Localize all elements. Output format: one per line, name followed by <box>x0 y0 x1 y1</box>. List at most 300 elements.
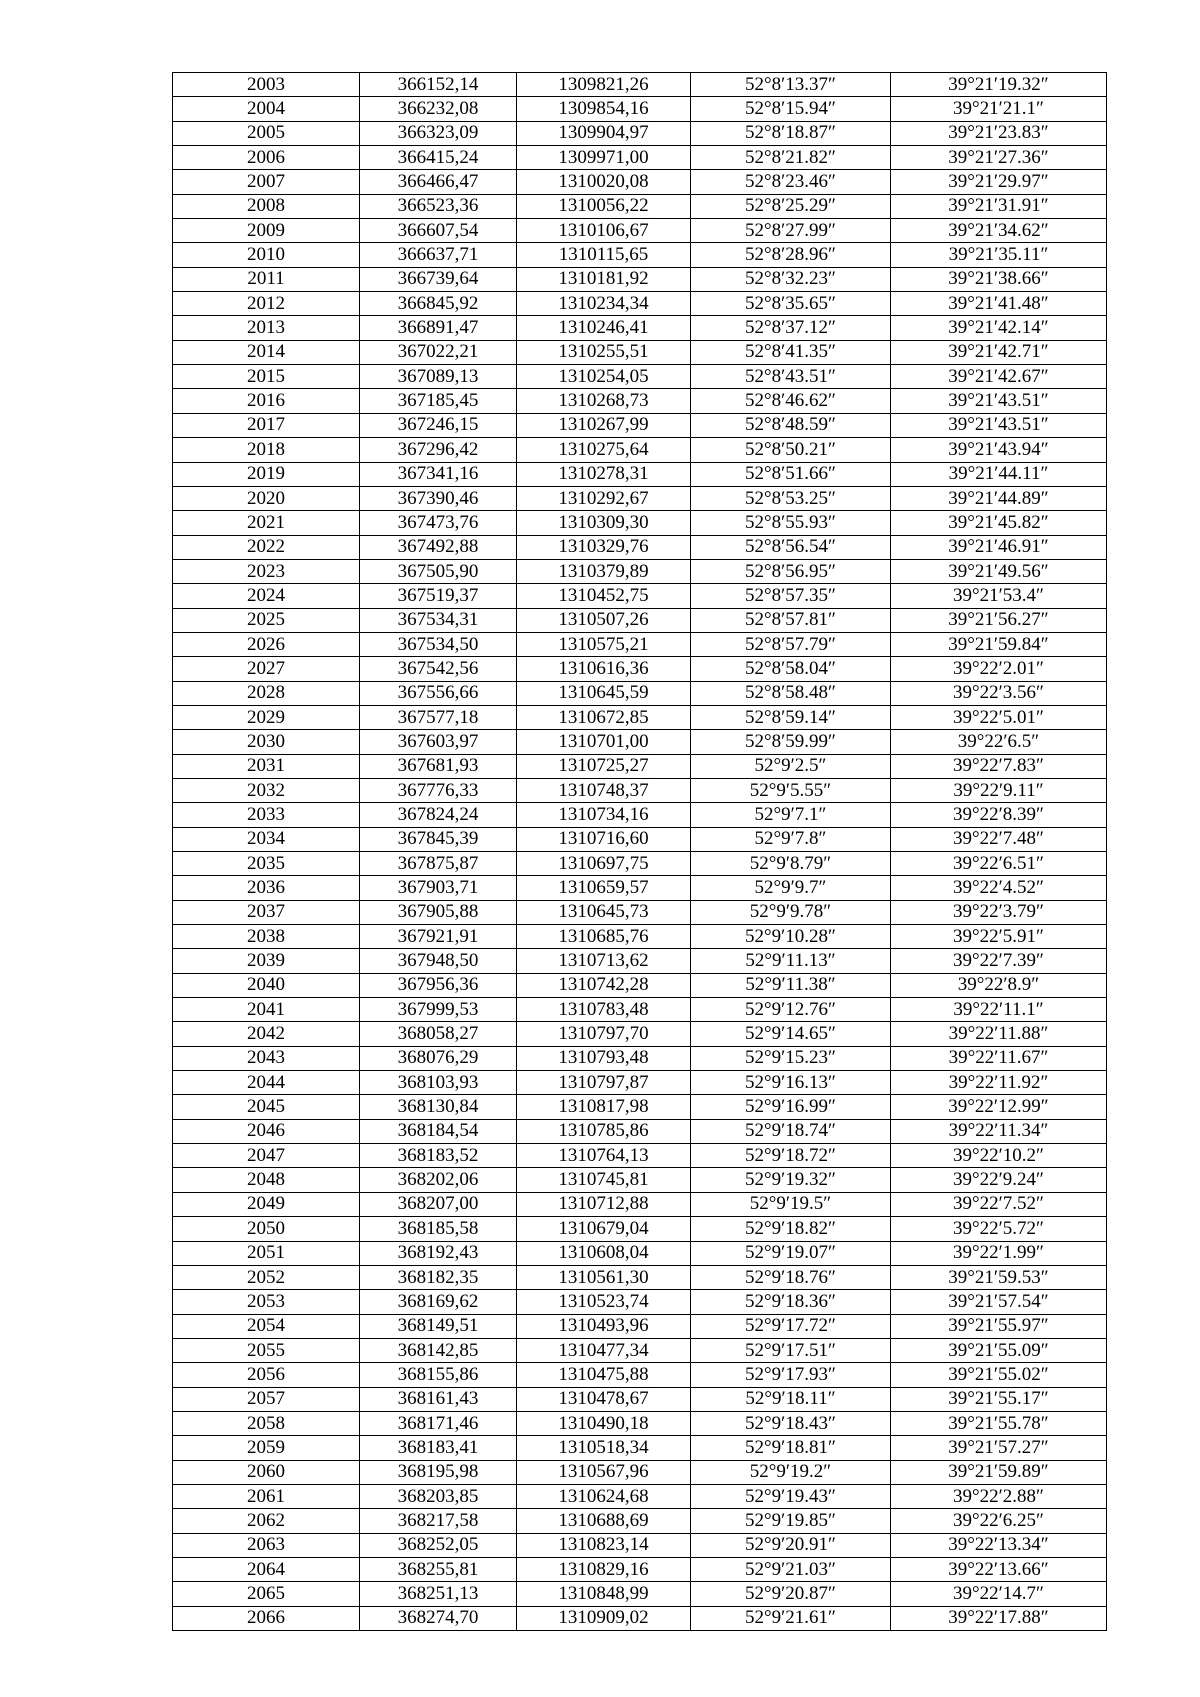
latitude-cell: 52°8′59.99″ <box>691 730 891 754</box>
table-row <box>173 1119 1107 1143</box>
x-coordinate-cell: 366152,14 <box>360 73 517 97</box>
longitude-cell: 39°21′42.67″ <box>891 365 1107 389</box>
x-coordinate-cell: 366232,08 <box>360 97 517 121</box>
point-number-cell: 2027 <box>173 657 360 681</box>
latitude-cell: 52°8′28.96″ <box>691 243 891 267</box>
longitude-cell: 39°22′9.24″ <box>891 1168 1107 1192</box>
point-number-cell: 2058 <box>173 1411 360 1435</box>
table-row <box>173 1168 1107 1192</box>
point-number-cell: 2052 <box>173 1265 360 1289</box>
point-number-cell: 2066 <box>173 1606 360 1630</box>
y-coordinate-cell: 1310292,67 <box>517 486 691 510</box>
point-number-cell: 2007 <box>173 170 360 194</box>
point-number-cell: 2037 <box>173 900 360 924</box>
longitude-cell: 39°21′45.82″ <box>891 511 1107 535</box>
x-coordinate-cell: 367956,36 <box>360 973 517 997</box>
x-coordinate-cell: 368161,43 <box>360 1387 517 1411</box>
table-row <box>173 1509 1107 1533</box>
x-coordinate-cell: 367999,53 <box>360 998 517 1022</box>
longitude-cell: 39°22′13.34″ <box>891 1533 1107 1557</box>
longitude-cell: 39°21′57.27″ <box>891 1436 1107 1460</box>
point-number-cell: 2013 <box>173 316 360 340</box>
coordinates-table <box>172 72 1107 1631</box>
longitude-cell: 39°22′13.66″ <box>891 1557 1107 1581</box>
x-coordinate-cell: 366845,92 <box>360 292 517 316</box>
y-coordinate-cell: 1310713,62 <box>517 949 691 973</box>
point-number-cell: 2063 <box>173 1533 360 1557</box>
x-coordinate-cell: 368217,58 <box>360 1509 517 1533</box>
latitude-cell: 52°9′19.85″ <box>691 1509 891 1533</box>
x-coordinate-cell: 368169,62 <box>360 1290 517 1314</box>
longitude-cell: 39°21′23.83″ <box>891 121 1107 145</box>
x-coordinate-cell: 367492,88 <box>360 535 517 559</box>
table-row <box>173 1265 1107 1289</box>
x-coordinate-cell: 367681,93 <box>360 754 517 778</box>
point-number-cell: 2036 <box>173 876 360 900</box>
longitude-cell: 39°21′43.51″ <box>891 389 1107 413</box>
y-coordinate-cell: 1310745,81 <box>517 1168 691 1192</box>
longitude-cell: 39°21′42.71″ <box>891 340 1107 364</box>
x-coordinate-cell: 368155,86 <box>360 1363 517 1387</box>
latitude-cell: 52°9′7.1″ <box>691 803 891 827</box>
latitude-cell: 52°9′21.61″ <box>691 1606 891 1630</box>
table-row <box>173 949 1107 973</box>
x-coordinate-cell: 367921,91 <box>360 925 517 949</box>
latitude-cell: 52°9′19.2″ <box>691 1460 891 1484</box>
point-number-cell: 2061 <box>173 1484 360 1508</box>
point-number-cell: 2016 <box>173 389 360 413</box>
x-coordinate-cell: 368103,93 <box>360 1071 517 1095</box>
y-coordinate-cell: 1310823,14 <box>517 1533 691 1557</box>
table-row <box>173 900 1107 924</box>
table-row <box>173 827 1107 851</box>
x-coordinate-cell: 367556,66 <box>360 681 517 705</box>
point-number-cell: 2008 <box>173 194 360 218</box>
x-coordinate-cell: 368184,54 <box>360 1119 517 1143</box>
y-coordinate-cell: 1310725,27 <box>517 754 691 778</box>
y-coordinate-cell: 1310452,75 <box>517 584 691 608</box>
x-coordinate-cell: 367905,88 <box>360 900 517 924</box>
longitude-cell: 39°21′38.66″ <box>891 267 1107 291</box>
y-coordinate-cell: 1309854,16 <box>517 97 691 121</box>
point-number-cell: 2020 <box>173 486 360 510</box>
y-coordinate-cell: 1310659,57 <box>517 876 691 900</box>
longitude-cell: 39°21′43.51″ <box>891 413 1107 437</box>
longitude-cell: 39°22′11.88″ <box>891 1022 1107 1046</box>
longitude-cell: 39°22′10.2″ <box>891 1144 1107 1168</box>
latitude-cell: 52°9′18.43″ <box>691 1411 891 1435</box>
table-row <box>173 73 1107 97</box>
longitude-cell: 39°22′5.72″ <box>891 1217 1107 1241</box>
x-coordinate-cell: 367534,50 <box>360 632 517 656</box>
table-row <box>173 1071 1107 1095</box>
latitude-cell: 52°8′48.59″ <box>691 413 891 437</box>
longitude-cell: 39°22′8.39″ <box>891 803 1107 827</box>
x-coordinate-cell: 368192,43 <box>360 1241 517 1265</box>
x-coordinate-cell: 367185,45 <box>360 389 517 413</box>
table-row <box>173 1046 1107 1070</box>
y-coordinate-cell: 1310575,21 <box>517 632 691 656</box>
point-number-cell: 2026 <box>173 632 360 656</box>
point-number-cell: 2053 <box>173 1290 360 1314</box>
y-coordinate-cell: 1310275,64 <box>517 438 691 462</box>
longitude-cell: 39°21′59.53″ <box>891 1265 1107 1289</box>
longitude-cell: 39°22′12.99″ <box>891 1095 1107 1119</box>
x-coordinate-cell: 367473,76 <box>360 511 517 535</box>
x-coordinate-cell: 366607,54 <box>360 219 517 243</box>
table-row <box>173 486 1107 510</box>
longitude-cell: 39°21′46.91″ <box>891 535 1107 559</box>
longitude-cell: 39°21′53.4″ <box>891 584 1107 608</box>
table-row <box>173 511 1107 535</box>
latitude-cell: 52°9′11.38″ <box>691 973 891 997</box>
latitude-cell: 52°9′15.23″ <box>691 1046 891 1070</box>
table-row <box>173 219 1107 243</box>
table-row <box>173 559 1107 583</box>
y-coordinate-cell: 1310115,65 <box>517 243 691 267</box>
x-coordinate-cell: 367542,56 <box>360 657 517 681</box>
table-row <box>173 608 1107 632</box>
point-number-cell: 2033 <box>173 803 360 827</box>
table-row <box>173 243 1107 267</box>
point-number-cell: 2064 <box>173 1557 360 1581</box>
table-row <box>173 778 1107 802</box>
x-coordinate-cell: 366637,71 <box>360 243 517 267</box>
longitude-cell: 39°21′59.84″ <box>891 632 1107 656</box>
x-coordinate-cell: 367089,13 <box>360 365 517 389</box>
latitude-cell: 52°8′35.65″ <box>691 292 891 316</box>
table-row <box>173 754 1107 778</box>
longitude-cell: 39°21′44.11″ <box>891 462 1107 486</box>
table-row <box>173 876 1107 900</box>
latitude-cell: 52°9′17.51″ <box>691 1338 891 1362</box>
latitude-cell: 52°8′56.95″ <box>691 559 891 583</box>
point-number-cell: 2062 <box>173 1509 360 1533</box>
longitude-cell: 39°22′5.01″ <box>891 705 1107 729</box>
table-row <box>173 730 1107 754</box>
longitude-cell: 39°21′21.1″ <box>891 97 1107 121</box>
table-row <box>173 340 1107 364</box>
y-coordinate-cell: 1310567,96 <box>517 1460 691 1484</box>
point-number-cell: 2012 <box>173 292 360 316</box>
longitude-cell: 39°22′5.91″ <box>891 925 1107 949</box>
latitude-cell: 52°9′14.65″ <box>691 1022 891 1046</box>
longitude-cell: 39°21′55.78″ <box>891 1411 1107 1435</box>
x-coordinate-cell: 366323,09 <box>360 121 517 145</box>
latitude-cell: 52°9′9.78″ <box>691 900 891 924</box>
y-coordinate-cell: 1310477,34 <box>517 1338 691 1362</box>
x-coordinate-cell: 366466,47 <box>360 170 517 194</box>
longitude-cell: 39°22′14.7″ <box>891 1582 1107 1606</box>
y-coordinate-cell: 1310475,88 <box>517 1363 691 1387</box>
longitude-cell: 39°21′43.94″ <box>891 438 1107 462</box>
longitude-cell: 39°22′11.92″ <box>891 1071 1107 1095</box>
latitude-cell: 52°9′19.43″ <box>691 1484 891 1508</box>
y-coordinate-cell: 1310797,87 <box>517 1071 691 1095</box>
x-coordinate-cell: 368207,00 <box>360 1192 517 1216</box>
latitude-cell: 52°9′12.76″ <box>691 998 891 1022</box>
y-coordinate-cell: 1310764,13 <box>517 1144 691 1168</box>
table-row <box>173 389 1107 413</box>
table-row <box>173 681 1107 705</box>
table-row <box>173 1022 1107 1046</box>
table-row <box>173 584 1107 608</box>
table-row <box>173 1387 1107 1411</box>
y-coordinate-cell: 1310616,36 <box>517 657 691 681</box>
x-coordinate-cell: 368183,41 <box>360 1436 517 1460</box>
point-number-cell: 2059 <box>173 1436 360 1460</box>
x-coordinate-cell: 367505,90 <box>360 559 517 583</box>
latitude-cell: 52°8′15.94″ <box>691 97 891 121</box>
table-row <box>173 438 1107 462</box>
latitude-cell: 52°9′18.74″ <box>691 1119 891 1143</box>
x-coordinate-cell: 366415,24 <box>360 146 517 170</box>
x-coordinate-cell: 366523,36 <box>360 194 517 218</box>
x-coordinate-cell: 367903,71 <box>360 876 517 900</box>
latitude-cell: 52°8′37.12″ <box>691 316 891 340</box>
table-row <box>173 1192 1107 1216</box>
point-number-cell: 2022 <box>173 535 360 559</box>
point-number-cell: 2032 <box>173 778 360 802</box>
longitude-cell: 39°22′4.52″ <box>891 876 1107 900</box>
point-number-cell: 2049 <box>173 1192 360 1216</box>
longitude-cell: 39°22′2.88″ <box>891 1484 1107 1508</box>
longitude-cell: 39°22′9.11″ <box>891 778 1107 802</box>
x-coordinate-cell: 368255,81 <box>360 1557 517 1581</box>
point-number-cell: 2054 <box>173 1314 360 1338</box>
y-coordinate-cell: 1310278,31 <box>517 462 691 486</box>
y-coordinate-cell: 1310645,59 <box>517 681 691 705</box>
longitude-cell: 39°21′19.32″ <box>891 73 1107 97</box>
y-coordinate-cell: 1310608,04 <box>517 1241 691 1265</box>
table-row <box>173 852 1107 876</box>
y-coordinate-cell: 1310688,69 <box>517 1509 691 1533</box>
x-coordinate-cell: 367875,87 <box>360 852 517 876</box>
latitude-cell: 52°9′20.87″ <box>691 1582 891 1606</box>
longitude-cell: 39°22′3.79″ <box>891 900 1107 924</box>
y-coordinate-cell: 1309821,26 <box>517 73 691 97</box>
point-number-cell: 2060 <box>173 1460 360 1484</box>
x-coordinate-cell: 368142,85 <box>360 1338 517 1362</box>
point-number-cell: 2015 <box>173 365 360 389</box>
longitude-cell: 39°21′41.48″ <box>891 292 1107 316</box>
point-number-cell: 2019 <box>173 462 360 486</box>
latitude-cell: 52°9′18.72″ <box>691 1144 891 1168</box>
latitude-cell: 52°9′18.76″ <box>691 1265 891 1289</box>
point-number-cell: 2056 <box>173 1363 360 1387</box>
table-row <box>173 1338 1107 1362</box>
x-coordinate-cell: 367022,21 <box>360 340 517 364</box>
table-row <box>173 1582 1107 1606</box>
table-row <box>173 365 1107 389</box>
point-number-cell: 2005 <box>173 121 360 145</box>
table-row <box>173 1533 1107 1557</box>
y-coordinate-cell: 1310493,96 <box>517 1314 691 1338</box>
table-row <box>173 925 1107 949</box>
x-coordinate-cell: 368149,51 <box>360 1314 517 1338</box>
x-coordinate-cell: 367519,37 <box>360 584 517 608</box>
latitude-cell: 52°9′2.5″ <box>691 754 891 778</box>
y-coordinate-cell: 1310234,34 <box>517 292 691 316</box>
x-coordinate-cell: 368182,35 <box>360 1265 517 1289</box>
longitude-cell: 39°22′6.25″ <box>891 1509 1107 1533</box>
longitude-cell: 39°22′1.99″ <box>891 1241 1107 1265</box>
point-number-cell: 2011 <box>173 267 360 291</box>
point-number-cell: 2047 <box>173 1144 360 1168</box>
x-coordinate-cell: 368203,85 <box>360 1484 517 1508</box>
point-number-cell: 2034 <box>173 827 360 851</box>
point-number-cell: 2040 <box>173 973 360 997</box>
y-coordinate-cell: 1310817,98 <box>517 1095 691 1119</box>
latitude-cell: 52°9′20.91″ <box>691 1533 891 1557</box>
longitude-cell: 39°22′8.9″ <box>891 973 1107 997</box>
x-coordinate-cell: 368195,98 <box>360 1460 517 1484</box>
latitude-cell: 52°9′5.55″ <box>691 778 891 802</box>
latitude-cell: 52°8′13.37″ <box>691 73 891 97</box>
y-coordinate-cell: 1310716,60 <box>517 827 691 851</box>
table-row <box>173 1217 1107 1241</box>
latitude-cell: 52°9′11.13″ <box>691 949 891 973</box>
point-number-cell: 2028 <box>173 681 360 705</box>
longitude-cell: 39°22′7.83″ <box>891 754 1107 778</box>
latitude-cell: 52°9′19.5″ <box>691 1192 891 1216</box>
point-number-cell: 2035 <box>173 852 360 876</box>
longitude-cell: 39°21′27.36″ <box>891 146 1107 170</box>
latitude-cell: 52°8′50.21″ <box>691 438 891 462</box>
y-coordinate-cell: 1310181,92 <box>517 267 691 291</box>
y-coordinate-cell: 1310523,74 <box>517 1290 691 1314</box>
latitude-cell: 52°8′32.23″ <box>691 267 891 291</box>
longitude-cell: 39°22′3.56″ <box>891 681 1107 705</box>
point-number-cell: 2055 <box>173 1338 360 1362</box>
x-coordinate-cell: 367296,42 <box>360 438 517 462</box>
y-coordinate-cell: 1310829,16 <box>517 1557 691 1581</box>
latitude-cell: 52°9′8.79″ <box>691 852 891 876</box>
latitude-cell: 52°9′17.93″ <box>691 1363 891 1387</box>
x-coordinate-cell: 368058,27 <box>360 1022 517 1046</box>
latitude-cell: 52°8′23.46″ <box>691 170 891 194</box>
point-number-cell: 2023 <box>173 559 360 583</box>
point-number-cell: 2024 <box>173 584 360 608</box>
y-coordinate-cell: 1310106,67 <box>517 219 691 243</box>
table-row <box>173 146 1107 170</box>
coordinates-table-body <box>173 73 1107 1631</box>
longitude-cell: 39°21′34.62″ <box>891 219 1107 243</box>
x-coordinate-cell: 368252,05 <box>360 1533 517 1557</box>
y-coordinate-cell: 1310701,00 <box>517 730 691 754</box>
table-row <box>173 803 1107 827</box>
latitude-cell: 52°8′58.04″ <box>691 657 891 681</box>
latitude-cell: 52°9′16.13″ <box>691 1071 891 1095</box>
point-number-cell: 2021 <box>173 511 360 535</box>
longitude-cell: 39°21′55.02″ <box>891 1363 1107 1387</box>
latitude-cell: 52°9′19.07″ <box>691 1241 891 1265</box>
x-coordinate-cell: 368183,52 <box>360 1144 517 1168</box>
point-number-cell: 2003 <box>173 73 360 97</box>
latitude-cell: 52°9′21.03″ <box>691 1557 891 1581</box>
table-row <box>173 267 1107 291</box>
y-coordinate-cell: 1310685,76 <box>517 925 691 949</box>
y-coordinate-cell: 1310255,51 <box>517 340 691 364</box>
point-number-cell: 2065 <box>173 1582 360 1606</box>
latitude-cell: 52°9′17.72″ <box>691 1314 891 1338</box>
y-coordinate-cell: 1310020,08 <box>517 170 691 194</box>
y-coordinate-cell: 1310645,73 <box>517 900 691 924</box>
longitude-cell: 39°22′7.52″ <box>891 1192 1107 1216</box>
x-coordinate-cell: 366739,64 <box>360 267 517 291</box>
latitude-cell: 52°9′18.36″ <box>691 1290 891 1314</box>
latitude-cell: 52°8′25.29″ <box>691 194 891 218</box>
longitude-cell: 39°21′57.54″ <box>891 1290 1107 1314</box>
latitude-cell: 52°9′9.7″ <box>691 876 891 900</box>
latitude-cell: 52°8′57.79″ <box>691 632 891 656</box>
x-coordinate-cell: 367776,33 <box>360 778 517 802</box>
y-coordinate-cell: 1310056,22 <box>517 194 691 218</box>
table-row <box>173 1411 1107 1435</box>
point-number-cell: 2006 <box>173 146 360 170</box>
table-row <box>173 1606 1107 1630</box>
table-row <box>173 97 1107 121</box>
y-coordinate-cell: 1310478,67 <box>517 1387 691 1411</box>
y-coordinate-cell: 1310797,70 <box>517 1022 691 1046</box>
y-coordinate-cell: 1310848,99 <box>517 1582 691 1606</box>
longitude-cell: 39°21′59.89″ <box>891 1460 1107 1484</box>
latitude-cell: 52°8′41.35″ <box>691 340 891 364</box>
point-number-cell: 2050 <box>173 1217 360 1241</box>
x-coordinate-cell: 367948,50 <box>360 949 517 973</box>
longitude-cell: 39°21′56.27″ <box>891 608 1107 632</box>
table-row <box>173 1484 1107 1508</box>
y-coordinate-cell: 1310254,05 <box>517 365 691 389</box>
longitude-cell: 39°22′11.1″ <box>891 998 1107 1022</box>
x-coordinate-cell: 368185,58 <box>360 1217 517 1241</box>
x-coordinate-cell: 367603,97 <box>360 730 517 754</box>
y-coordinate-cell: 1310268,73 <box>517 389 691 413</box>
longitude-cell: 39°22′11.34″ <box>891 1119 1107 1143</box>
y-coordinate-cell: 1310734,16 <box>517 803 691 827</box>
y-coordinate-cell: 1310748,37 <box>517 778 691 802</box>
y-coordinate-cell: 1310679,04 <box>517 1217 691 1241</box>
longitude-cell: 39°22′7.48″ <box>891 827 1107 851</box>
point-number-cell: 2042 <box>173 1022 360 1046</box>
longitude-cell: 39°22′7.39″ <box>891 949 1107 973</box>
x-coordinate-cell: 368171,46 <box>360 1411 517 1435</box>
point-number-cell: 2048 <box>173 1168 360 1192</box>
x-coordinate-cell: 367577,18 <box>360 705 517 729</box>
table-row <box>173 1460 1107 1484</box>
y-coordinate-cell: 1310329,76 <box>517 535 691 559</box>
table-row <box>173 170 1107 194</box>
x-coordinate-cell: 367824,24 <box>360 803 517 827</box>
point-number-cell: 2038 <box>173 925 360 949</box>
y-coordinate-cell: 1309904,97 <box>517 121 691 145</box>
table-row <box>173 657 1107 681</box>
latitude-cell: 52°9′16.99″ <box>691 1095 891 1119</box>
y-coordinate-cell: 1309971,00 <box>517 146 691 170</box>
point-number-cell: 2031 <box>173 754 360 778</box>
x-coordinate-cell: 367845,39 <box>360 827 517 851</box>
point-number-cell: 2044 <box>173 1071 360 1095</box>
table-row <box>173 1095 1107 1119</box>
latitude-cell: 52°9′18.11″ <box>691 1387 891 1411</box>
latitude-cell: 52°9′10.28″ <box>691 925 891 949</box>
longitude-cell: 39°21′35.11″ <box>891 243 1107 267</box>
y-coordinate-cell: 1310742,28 <box>517 973 691 997</box>
y-coordinate-cell: 1310379,89 <box>517 559 691 583</box>
point-number-cell: 2051 <box>173 1241 360 1265</box>
point-number-cell: 2009 <box>173 219 360 243</box>
x-coordinate-cell: 368274,70 <box>360 1606 517 1630</box>
